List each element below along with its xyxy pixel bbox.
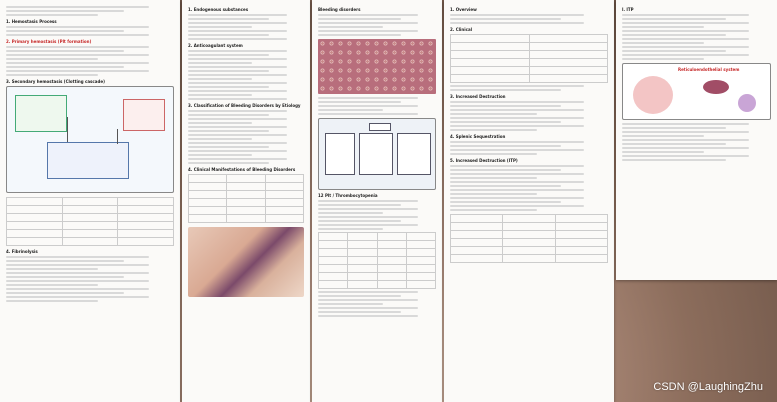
card-title: 1. Overview	[450, 7, 477, 12]
section-heading: 4. Splenic Sequestration	[450, 134, 506, 139]
section-heading: 5. Increased Destruction (ITP)	[450, 158, 518, 163]
coagulation-cascade-diagram	[6, 86, 174, 193]
notes-card-itp	[616, 0, 777, 280]
section-heading: 2. Primary hemostasis (Plt formation)	[6, 39, 92, 44]
section-heading: 3. Increased Destruction	[450, 94, 506, 99]
section-heading: 4. Fibrinolysis	[6, 249, 38, 254]
data-table	[188, 174, 304, 223]
data-table	[450, 214, 608, 263]
section-heading: 3. Secondary hemostasis (Clotting cascade)	[6, 79, 105, 84]
card-title: I. ITP	[622, 7, 634, 12]
bruise-photo	[188, 227, 304, 297]
section-heading: 3. Classification of Bleeding Disorders by Etiology	[188, 103, 301, 108]
data-table	[6, 197, 174, 246]
card-title: 1. Endogenous substances	[188, 7, 249, 12]
diagram-title: Reticuloendothelial system	[678, 67, 740, 72]
blood-smear-image	[318, 39, 436, 94]
data-table	[450, 34, 608, 83]
section-heading: 2. Anticoagulant system	[188, 43, 243, 48]
notes-card-bleeding-classification	[182, 0, 310, 402]
data-table	[318, 232, 436, 289]
card-title: Bleeding disorders	[318, 7, 361, 12]
notes-card-thrombocytopenia	[444, 0, 614, 402]
flow-diagram	[318, 118, 436, 190]
watermark: CSDN @LaughingZhu	[653, 381, 763, 393]
section-heading: 4. Clinical Manifestations of Bleeding Disorders	[188, 167, 296, 172]
section-heading: 12 Plt / Thrombocytopenia	[318, 193, 378, 198]
section-heading: 2. Clinical	[450, 27, 473, 32]
reticuloendothelial-diagram	[622, 63, 771, 120]
card-title: 1. Hemostasis Process	[6, 19, 57, 24]
notes-card-platelets	[312, 0, 442, 402]
notes-card-hemostasis	[0, 0, 180, 402]
